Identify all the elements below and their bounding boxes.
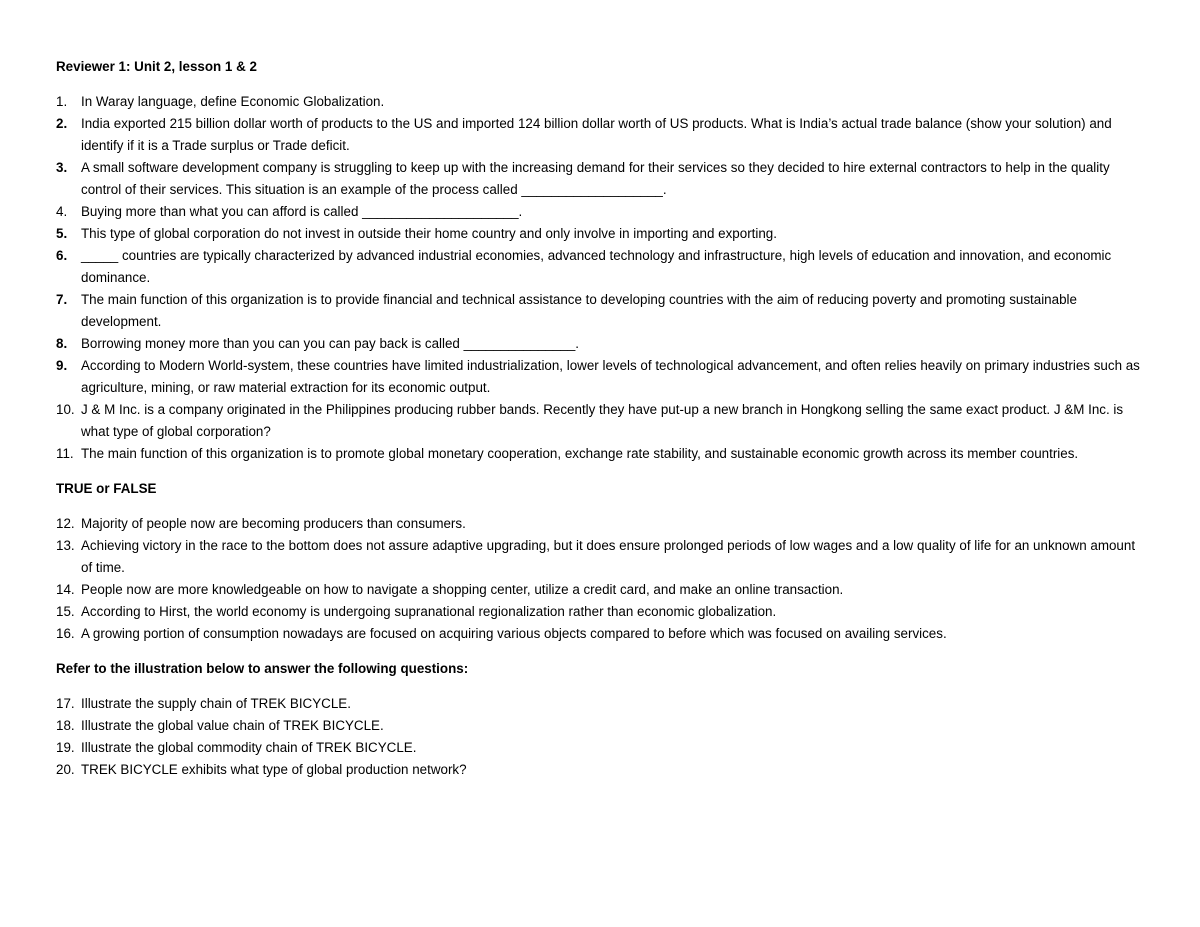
- question-text: Buying more than what you can afford is called _____________________.: [81, 204, 523, 219]
- question-number: 2.: [56, 116, 68, 131]
- question-text: This type of global corporation do not invest in outside their home country and only involve in importing and exporting.: [81, 226, 777, 241]
- question-number: 12.: [56, 516, 75, 531]
- question-text: According to Hirst, the world economy is undergoing supranational regionalization rather than economic globalization.: [81, 604, 777, 619]
- question-number: 13.: [56, 538, 75, 553]
- question-text: The main function of this organization is to promote global monetary cooperation, exchange rate stability, and sustainable economic growth across its member countries.: [81, 446, 1079, 461]
- question-number: 5.: [56, 226, 68, 241]
- question-text: Majority of people now are becoming producers than consumers.: [81, 516, 466, 531]
- question-text: Illustrate the supply chain of TREK BICYCLE.: [81, 696, 351, 711]
- question-item: [56, 443, 1146, 465]
- question-item: [56, 113, 1146, 157]
- question-text: In Waray language, define Economic Globalization.: [81, 94, 385, 109]
- question-number: 3.: [56, 160, 68, 175]
- question-number: 14.: [56, 582, 75, 597]
- question-item: [56, 399, 1146, 443]
- question-item: [56, 201, 1146, 223]
- question-item: [56, 715, 1146, 737]
- question-item: [56, 535, 1146, 579]
- document-content: [56, 56, 1146, 781]
- question-text: _____ countries are typically characterized by advanced industrial economies, advanced technology and infrastructure, high levels of education and innovation, and economic dominance.: [81, 248, 1112, 285]
- question-text: Illustrate the global value chain of TREK BICYCLE.: [81, 718, 384, 733]
- question-item: [56, 513, 1146, 535]
- question-number: 4.: [56, 204, 68, 219]
- question-item: [56, 601, 1146, 623]
- question-number: 6.: [56, 248, 68, 263]
- question-number: 18.: [56, 718, 75, 733]
- question-text: Borrowing money more than you can you can pay back is called _______________.: [81, 336, 580, 351]
- question-number: 16.: [56, 626, 75, 641]
- question-text: India exported 215 billion dollar worth of products to the US and imported 124 billion dollar worth of US products. What is India’s actual trade balance (show your solution) and identify if it is a Trade surplus or Trade deficit.: [81, 116, 1112, 153]
- question-number: 1.: [56, 94, 68, 109]
- question-list-section-2: [56, 513, 1146, 645]
- question-item: [56, 223, 1146, 245]
- question-list-section-1: [56, 91, 1146, 465]
- question-number: 9.: [56, 358, 68, 373]
- question-text: The main function of this organization is to provide financial and technical assistance to developing countries with the aim of reducing poverty and promoting sustainable development.: [81, 292, 1077, 329]
- question-text: Achieving victory in the race to the bottom does not assure adaptive upgrading, but it does ensure prolonged periods of low wages and a low quality of life for an unknown amount of time.: [81, 538, 1136, 575]
- question-item: [56, 289, 1146, 333]
- question-number: 11.: [56, 446, 74, 461]
- question-number: 17.: [56, 696, 75, 711]
- true-false-heading: TRUE or FALSE: [56, 481, 157, 496]
- question-text: A growing portion of consumption nowadays are focused on acquiring various objects compared to before which was focused on availing services.: [81, 626, 947, 641]
- question-number: 7.: [56, 292, 68, 307]
- question-text: Illustrate the global commodity chain of TREK BICYCLE.: [81, 740, 417, 755]
- question-item: [56, 157, 1146, 201]
- question-item: [56, 245, 1146, 289]
- question-list-section-3: [56, 693, 1146, 781]
- question-item: [56, 737, 1146, 759]
- question-item: [56, 91, 1146, 113]
- question-item: [56, 333, 1146, 355]
- question-item: [56, 693, 1146, 715]
- question-item: [56, 355, 1146, 399]
- question-text: People now are more knowledgeable on how to navigate a shopping center, utilize a credit card, and make an online transaction.: [81, 582, 844, 597]
- question-number: 20.: [56, 762, 75, 777]
- question-text: A small software development company is struggling to keep up with the increasing demand for their services so they decided to hire external contractors to help in the quality control of their services. This situation is an example of the process called ___________________.: [81, 160, 1110, 197]
- question-text: TREK BICYCLE exhibits what type of global production network?: [81, 762, 467, 777]
- illustration-heading: Refer to the illustration below to answer the following questions:: [56, 661, 469, 676]
- question-item: [56, 623, 1146, 645]
- question-item: [56, 759, 1146, 781]
- question-number: 15.: [56, 604, 75, 619]
- document-title: Reviewer 1: Unit 2, lesson 1 & 2: [56, 59, 257, 74]
- question-number: 19.: [56, 740, 75, 755]
- question-text: According to Modern World-system, these countries have limited industrialization, lower levels of technological advancement, and often relies heavily on primary industries such as agriculture, mining, or raw material extraction for its economic output.: [81, 358, 1140, 395]
- question-number: 8.: [56, 336, 68, 351]
- question-text: J & M Inc. is a company originated in the Philippines producing rubber bands. Recently they have put-up a new branch in Hongkong selling the same exact product. J &M Inc. is what type of global corporation?: [81, 402, 1124, 439]
- question-number: 10.: [56, 402, 75, 417]
- question-item: [56, 579, 1146, 601]
